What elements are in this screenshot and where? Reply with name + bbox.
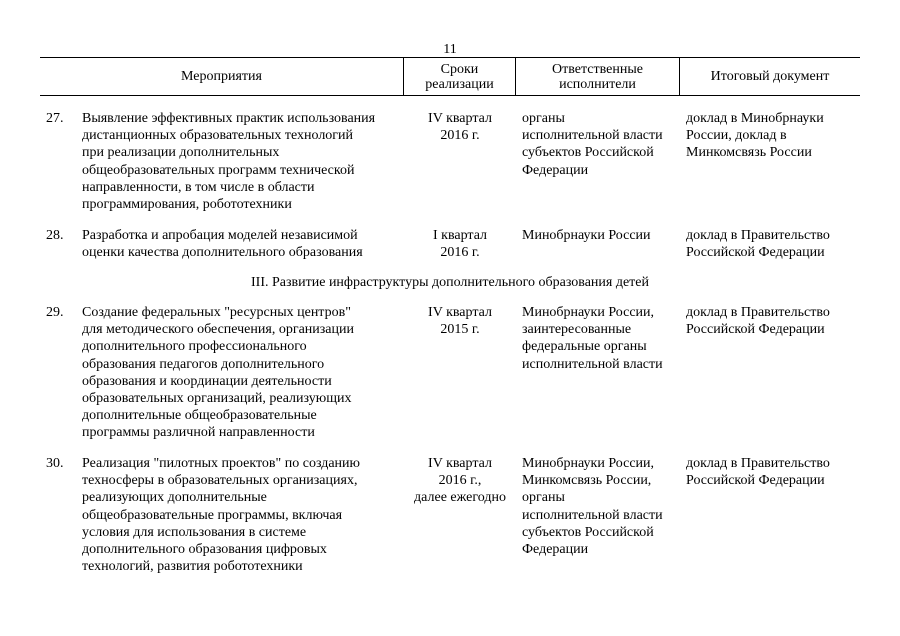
- row-document: доклад в Правительство Российской Федерации: [686, 456, 830, 489]
- row-number: 30.: [46, 456, 64, 471]
- row-document: доклад в Минобрнауки России, доклад в Минкомсвязь России: [686, 111, 824, 161]
- section-title: III. Развитие инфраструктуры дополнительного образования детей: [251, 275, 649, 290]
- row-deadline: IV квартал 2016 г., далее ежегодно: [414, 456, 506, 506]
- row-document: доклад в Правительство Российской Федерации: [686, 228, 830, 261]
- row-executors: Минобрнауки России, Минкомсвязь России, органы исполнительной власти субъектов Российской Федерации: [522, 456, 663, 558]
- row-activity: Выявление эффективных практик использования дистанционных образовательных технологий при реализации дополнительных общеобразовательных программ технической направленности, в том числе в области программирования, робототехники: [82, 111, 376, 213]
- row-executors: Минобрнауки России, заинтересованные федеральные органы исполнительной власти: [522, 305, 663, 372]
- row-document: доклад в Правительство Российской Федерации: [686, 305, 830, 338]
- row-deadline: IV квартал 2015 г.: [428, 305, 492, 338]
- page-number: 11: [443, 42, 457, 57]
- header-executors: Ответственные исполнители: [552, 61, 643, 92]
- row-executors: Минобрнауки России: [522, 228, 651, 243]
- row-activity: Реализация "пилотных проектов" по созданию техносферы в образовательных организациях, реализующих дополнительные общеобразовательные программы, включая условия для использования в системе дополнительного образования цифровых технологий, развития робототехники: [82, 456, 361, 575]
- header-deadline: Сроки реализации: [425, 61, 494, 92]
- row-number: 28.: [46, 228, 64, 243]
- table-header: [40, 57, 860, 96]
- header-document: Итоговый документ: [710, 69, 830, 84]
- row-deadline: I квартал 2016 г.: [432, 228, 488, 261]
- row-activity: Разработка и апробация моделей независимой оценки качества дополнительного образования: [82, 228, 363, 261]
- header-activities: Мероприятия: [181, 69, 262, 84]
- row-activity: Создание федеральных "ресурсных центров" для методического обеспечения, организации дополнительного профессионального образования педагогов дополнительного образования и координации деятельности образовательных организаций, реализующих дополнительные общеобразовательные программы различной направленности: [82, 305, 354, 441]
- row-executors: органы исполнительной власти субъектов Российской Федерации: [522, 111, 663, 178]
- row-deadline: IV квартал 2016 г.: [428, 111, 492, 144]
- row-number: 29.: [46, 305, 64, 320]
- row-number: 27.: [46, 111, 64, 126]
